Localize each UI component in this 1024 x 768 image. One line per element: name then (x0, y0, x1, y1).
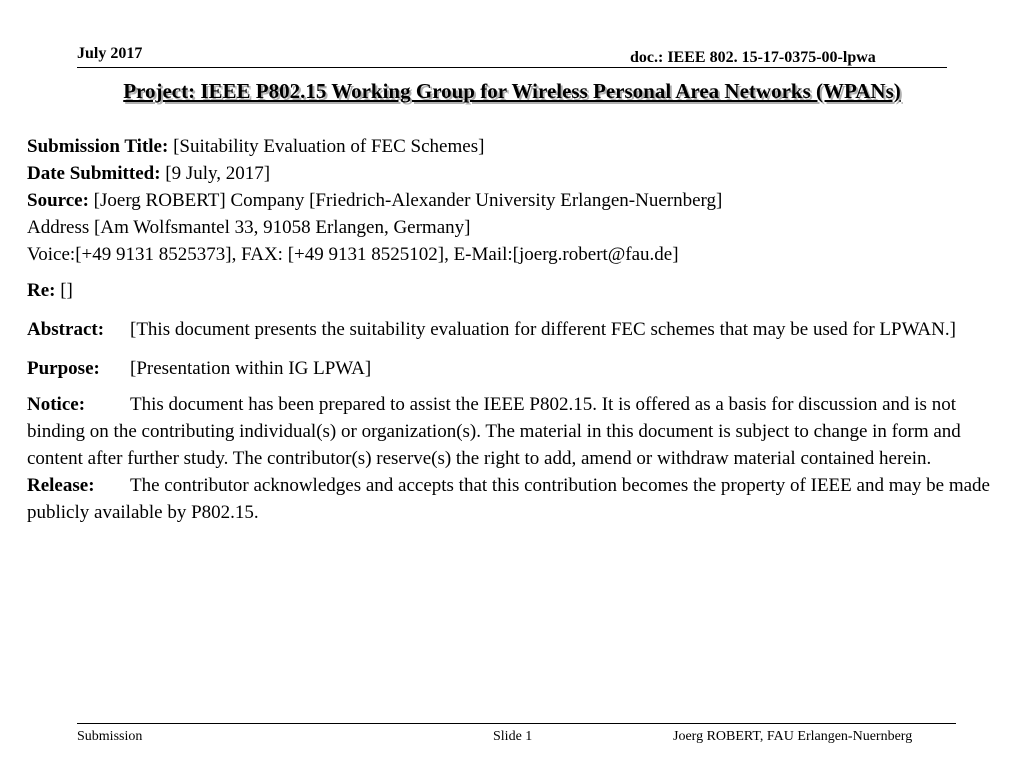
date-submitted-value: [9 July, 2017] (165, 163, 271, 184)
footer-submission: Submission (77, 729, 143, 744)
source-contact: Voice:[+49 9131 8525373], FAX: [+49 9131 8525102], E-Mail:[joerg.robert@fau.de] (27, 244, 679, 265)
header-date: July 2017 (77, 45, 143, 62)
source-value: [Joerg ROBERT] Company [Friedrich-Alexander University Erlangen-Nuernberg] (93, 190, 723, 211)
purpose-value: [Presentation within IG LPWA] (130, 358, 372, 379)
release-label: Release: (27, 475, 95, 496)
abstract-label: Abstract: (27, 319, 105, 340)
notice-row (27, 391, 1017, 472)
source-address: Address [Am Wolfsmantel 33, 91058 Erlangen, Germany] (27, 217, 471, 238)
submission-title-label: Submission Title: (27, 136, 169, 157)
release-value: The contributor acknowledges and accepts that this contribution becomes the property of IEEE and may be made publicly available by P802.15. (27, 475, 990, 523)
footer-author: Joerg ROBERT, FAU Erlangen-Nuernberg (673, 729, 913, 744)
date-submitted-label: Date Submitted: (27, 163, 161, 184)
notice-value: This document has been prepared to assist the IEEE P802.15. It is offered as a basis for discussion and is not binding on the contributing individual(s) or organization(s). The material in this document is subject to change in form and content after further study. The contributor(s) reserve(s) the right to add, amend or withdraw material contained herein. (27, 394, 961, 469)
purpose-label: Purpose: (27, 358, 100, 379)
source-label: Source: (27, 190, 89, 211)
footer-slide-number: Slide 1 (493, 729, 533, 744)
source-row (27, 187, 1017, 214)
header-doc-id: doc.: IEEE 802. 15-17-0375-00-lpwa (630, 49, 876, 66)
abstract-value: [This document presents the suitability evaluation for different FEC schemes that may be used for LPWAN.] (130, 319, 956, 340)
re-value: [] (60, 280, 73, 301)
re-label: Re: (27, 280, 56, 301)
purpose-row (27, 355, 1017, 382)
submission-title-value: [Suitability Evaluation of FEC Schemes] (173, 136, 485, 157)
project-title: Project: IEEE P802.15 Working Group for Wireless Personal Area Networks (WPANs) (123, 79, 901, 103)
abstract-row (27, 316, 1017, 343)
document-body (27, 133, 1017, 526)
header-divider (77, 67, 947, 68)
re-row (27, 277, 1017, 304)
submission-title-row (27, 133, 1017, 160)
notice-label: Notice: (27, 394, 86, 415)
date-submitted-row (27, 160, 1017, 187)
footer-divider (77, 723, 956, 724)
release-row (27, 472, 1017, 526)
